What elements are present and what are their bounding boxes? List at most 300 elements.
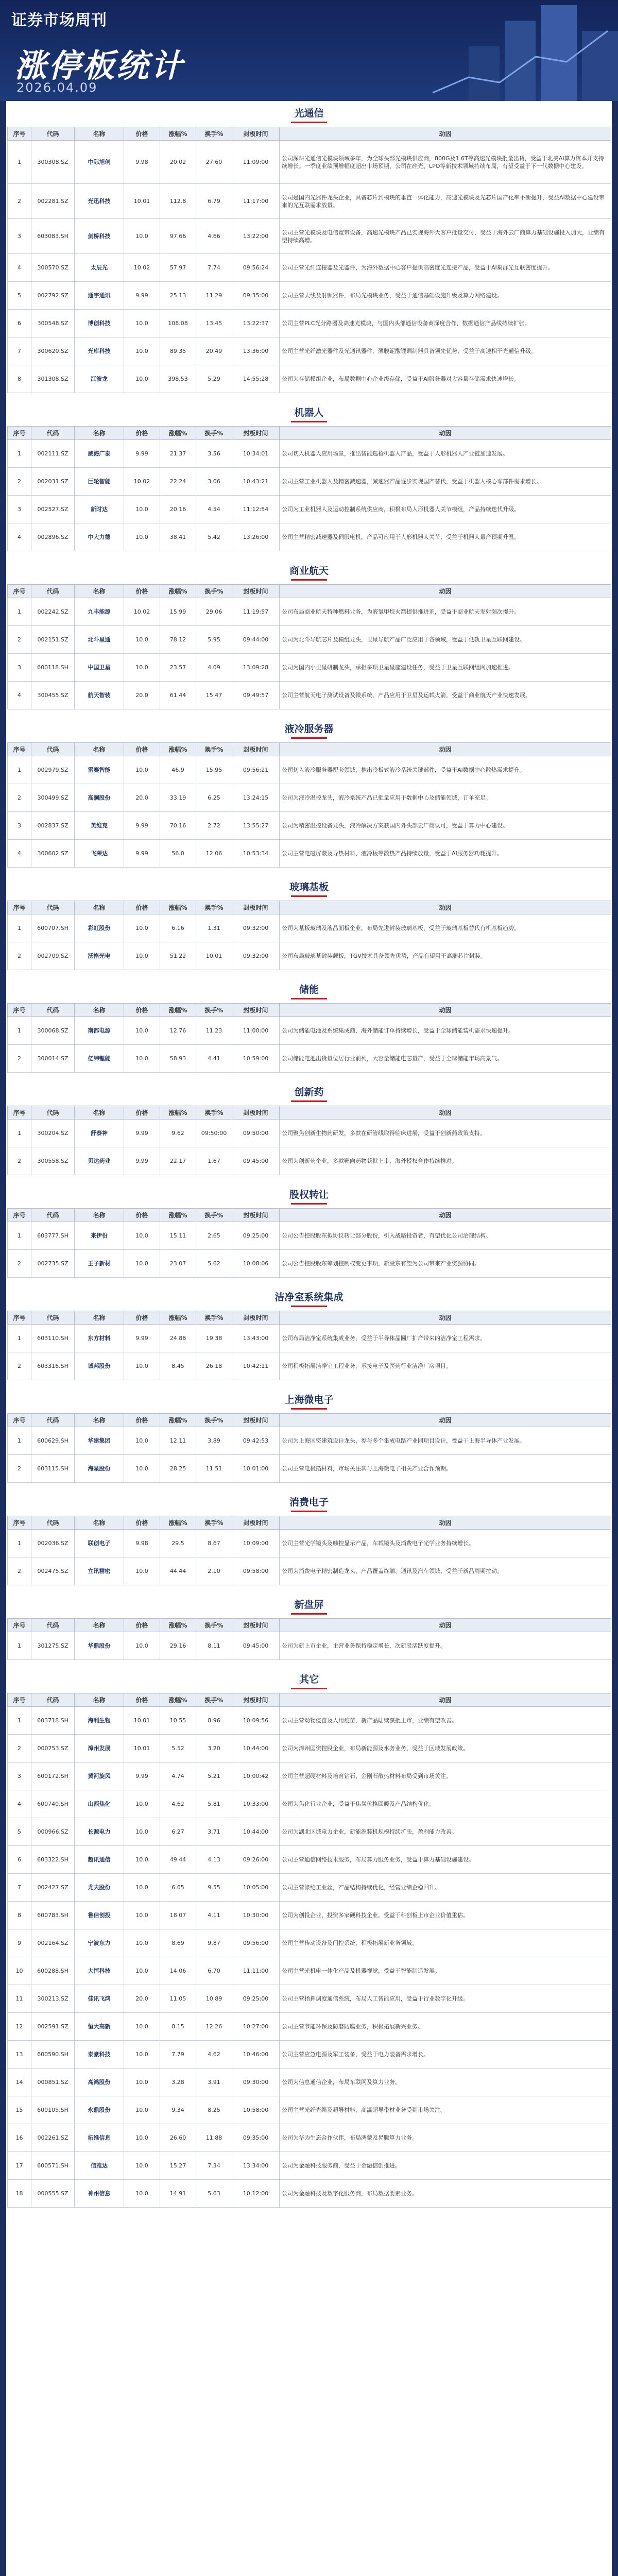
column-header: 代码 <box>31 1414 75 1427</box>
table-row <box>8 365 611 393</box>
stock-code: 300548.SZ <box>31 310 75 337</box>
stock-code: 600740.SH <box>31 1790 75 1818</box>
column-header: 动因 <box>280 1619 611 1632</box>
seal-time: 11:09:00 <box>232 141 280 184</box>
gain-pct: 38.41 <box>160 523 196 551</box>
row-index: 13 <box>8 2041 31 2069</box>
turnover-pct: 7.34 <box>196 2152 232 2180</box>
price: 9.99 <box>124 1325 160 1352</box>
seal-time: 10:53:34 <box>232 840 280 868</box>
reason-text: 公司主营精密减速器及伺服电机，产品可应用于人形机器人关节，受益于机器人量产预期升温。 <box>280 523 611 551</box>
stock-name: 大恒科技 <box>75 1957 124 1985</box>
stock-code: 300068.SZ <box>31 1017 75 1045</box>
turnover-pct: 9.55 <box>196 1874 232 1902</box>
table-header-row <box>8 1004 611 1017</box>
gain-pct: 49.44 <box>160 1846 196 1874</box>
turnover-pct: 12.06 <box>196 840 232 868</box>
column-header: 封板时间 <box>232 1209 280 1222</box>
turnover-pct: 12.26 <box>196 2013 232 2041</box>
row-index: 3 <box>8 496 31 523</box>
price: 10.02 <box>124 254 160 282</box>
table-row <box>8 337 611 365</box>
gain-pct: 33.19 <box>160 784 196 812</box>
gain-pct: 7.79 <box>160 2041 196 2069</box>
reason-text: 公司为创新药企业，多款靶向药物获批上市，海外授权合作持续推进。 <box>280 1147 611 1175</box>
price: 10.01 <box>124 1707 160 1735</box>
seal-time: 10:09:56 <box>232 1707 280 1735</box>
seal-time: 09:42:53 <box>232 1427 280 1455</box>
seal-time: 09:30:00 <box>232 2069 280 2096</box>
stock-code: 300213.SZ <box>31 1985 75 2013</box>
row-index: 2 <box>8 184 31 219</box>
sector-title: 储能 <box>6 977 612 1003</box>
column-header: 代码 <box>31 1693 75 1707</box>
reason-text: 公司为消费电子精密制造龙头，产品覆盖终端、通讯及汽车领域，受益于新品周期拉动。 <box>280 1557 611 1585</box>
column-header: 代码 <box>31 1619 75 1632</box>
stock-code: 002837.SZ <box>31 812 75 840</box>
stock-name: 雷赛智能 <box>75 756 124 784</box>
gain-pct: 10.55 <box>160 1707 196 1735</box>
row-index: 4 <box>8 840 31 868</box>
stock-name: 立讯精密 <box>75 1557 124 1585</box>
sector-title: 机器人 <box>6 400 612 426</box>
sector-title: 光通信 <box>6 101 612 127</box>
stock-code: 002475.SZ <box>31 1557 75 1585</box>
turnover-pct: 6.79 <box>196 184 232 219</box>
reason-text: 公司为金融科技及数字化服务商，布局数据要素业务。 <box>280 2180 611 2208</box>
column-header: 名称 <box>75 1516 124 1530</box>
seal-time: 13:26:00 <box>232 523 280 551</box>
column-header: 序号 <box>8 1106 31 1120</box>
stock-code: 000555.SZ <box>31 2180 75 2208</box>
reason-text: 公司主营超硬材料及培育钻石，金刚石散热材料布局受到市场关注。 <box>280 1762 611 1790</box>
seal-time: 14:55:28 <box>232 365 280 393</box>
gain-pct: 25.13 <box>160 282 196 310</box>
column-header: 封板时间 <box>232 585 280 598</box>
price: 10.0 <box>124 219 160 254</box>
column-header: 价格 <box>124 1209 160 1222</box>
stock-name: 南都电源 <box>75 1017 124 1045</box>
row-index: 2 <box>8 626 31 654</box>
row-index: 2 <box>8 1250 31 1278</box>
turnover-pct: 4.41 <box>196 1045 232 1073</box>
stock-code: 002427.SZ <box>31 1874 75 1902</box>
stock-name: 贝达药业 <box>75 1147 124 1175</box>
stock-name: 山西焦化 <box>75 1790 124 1818</box>
limit-up-table <box>7 742 611 868</box>
limit-up-table <box>7 1003 611 1073</box>
row-index: 2 <box>8 1455 31 1483</box>
gain-pct: 14.91 <box>160 2180 196 2208</box>
price: 20.0 <box>124 682 160 709</box>
reason-text: 公司主营涤纶工业丝，产品结构持续优化，经营业绩企稳回升。 <box>280 1874 611 1902</box>
column-header: 涨幅% <box>160 127 196 141</box>
stock-code: 000851.SZ <box>31 2069 75 2096</box>
reason-text: 公司为湖北区域电力企业，新能源装机规模持续扩张，盈利能力改善。 <box>280 1818 611 1846</box>
stock-name: 联创电子 <box>75 1530 124 1557</box>
gain-pct: 108.08 <box>160 310 196 337</box>
row-index: 1 <box>8 598 31 626</box>
gain-pct: 23.07 <box>160 1250 196 1278</box>
stock-name: 神州信息 <box>75 2180 124 2208</box>
sector-section <box>6 1182 612 1278</box>
gain-pct: 56.0 <box>160 840 196 868</box>
table-row <box>8 2041 611 2069</box>
seal-time: 09:56:00 <box>232 1929 280 1957</box>
reason-text: 公司切入液冷服务器配套领域，推出冷板式液冷系统关键部件，受益于AI数据中心散热需求提升。 <box>280 756 611 784</box>
gain-pct: 9.34 <box>160 2096 196 2124</box>
row-index: 2 <box>8 1557 31 1585</box>
price: 10.0 <box>124 1557 160 1585</box>
reason-text: 公司主营光模块及电信宽带设备，高速光模块产品已实现海外大客户批量交付，受益于海外云厂商算力基础设施投入加大，业绩有望持续高增。 <box>280 219 611 254</box>
stock-code: 603083.SH <box>31 219 75 254</box>
seal-time: 09:58:00 <box>232 1557 280 1585</box>
gain-pct: 398.53 <box>160 365 196 393</box>
limit-up-table <box>7 1413 611 1483</box>
sector-section <box>6 875 612 970</box>
stock-name: 海星股份 <box>75 1455 124 1483</box>
column-header: 名称 <box>75 1004 124 1017</box>
row-index: 2 <box>8 468 31 496</box>
gain-pct: 12.11 <box>160 1427 196 1455</box>
reason-text: 公司为国内小卫星研制龙头，承担多项卫星星座建设任务，受益于卫星互联网组网加速推进。 <box>280 654 611 682</box>
reason-text: 公司主营电磁屏蔽及导热材料，液冷板等散热产品持续放量，受益于AI服务器功耗提升。 <box>280 840 611 868</box>
turnover-pct: 8.96 <box>196 1707 232 1735</box>
row-index: 3 <box>8 654 31 682</box>
table-row <box>8 756 611 784</box>
column-header: 封板时间 <box>232 1693 280 1707</box>
row-index: 8 <box>8 365 31 393</box>
seal-time: 13:43:00 <box>232 1325 280 1352</box>
column-header: 序号 <box>8 585 31 598</box>
column-header: 代码 <box>31 1004 75 1017</box>
stock-code: 300558.SZ <box>31 1147 75 1175</box>
report-date: 2026.04.09 <box>16 80 98 95</box>
column-header: 名称 <box>75 1619 124 1632</box>
sector-title: 其它 <box>6 1667 612 1693</box>
reason-text: 公司为存储模组企业，布局数据中心企业级存储，受益于AI服务器对大容量存储需求快速增长。 <box>280 365 611 393</box>
row-index: 16 <box>8 2124 31 2152</box>
stock-name: 太辰光 <box>75 254 124 282</box>
seal-time: 10:30:00 <box>232 1902 280 1929</box>
limit-up-table <box>7 426 611 551</box>
row-index: 1 <box>8 914 31 942</box>
table-row <box>8 626 611 654</box>
turnover-pct: 2.10 <box>196 1557 232 1585</box>
gain-pct: 20.02 <box>160 141 196 184</box>
row-index: 1 <box>8 1325 31 1352</box>
reason-text: 公司为液冷温控龙头，液冷系统产品已批量应用于数据中心及储能领域，订单充足。 <box>280 784 611 812</box>
price: 10.0 <box>124 1846 160 1874</box>
turnover-pct: 4.09 <box>196 654 232 682</box>
reason-text: 公司主营天线及射频器件，布局光模块业务，受益于通信基础设施升级及算力网络建设。 <box>280 282 611 310</box>
column-header: 换手% <box>196 1516 232 1530</box>
table-row <box>8 2152 611 2180</box>
table-row <box>8 282 611 310</box>
reason-text: 公司为华为生态合作伙伴，布局鸿蒙及昇腾算力业务。 <box>280 2124 611 2152</box>
stock-code: 603718.SH <box>31 1707 75 1735</box>
stock-code: 002281.SZ <box>31 184 75 219</box>
table-row <box>8 1325 611 1352</box>
row-index: 1 <box>8 1222 31 1250</box>
price: 10.0 <box>124 1222 160 1250</box>
stock-code: 002735.SZ <box>31 1250 75 1278</box>
turnover-pct: 15.47 <box>196 682 232 709</box>
sector-title: 洁净室系统集成 <box>6 1285 612 1311</box>
column-header: 换手% <box>196 1693 232 1707</box>
column-header: 价格 <box>124 1004 160 1017</box>
reason-text: 公司是国内光器件龙头企业，具备芯片到模块的垂直一体化能力，高速光模块及光芯片国产化率不断提升，受益AI数据中心建设带来的光互联需求放量。 <box>280 184 611 219</box>
turnover-pct: 3.89 <box>196 1427 232 1455</box>
price: 10.0 <box>124 2041 160 2069</box>
limit-up-table <box>7 1208 611 1278</box>
column-header: 序号 <box>8 1414 31 1427</box>
seal-time: 13:36:00 <box>232 337 280 365</box>
turnover-pct: 3.71 <box>196 1818 232 1846</box>
column-header: 涨幅% <box>160 1209 196 1222</box>
seal-time: 10:33:00 <box>232 1790 280 1818</box>
row-index: 2 <box>8 1735 31 1762</box>
row-index: 4 <box>8 682 31 709</box>
stock-name: 宁波东力 <box>75 1929 124 1957</box>
price: 20.0 <box>124 784 160 812</box>
row-index: 1 <box>8 1120 31 1147</box>
stock-name: 北斗星通 <box>75 626 124 654</box>
stock-code: 300620.SZ <box>31 337 75 365</box>
price: 10.0 <box>124 1017 160 1045</box>
stock-code: 600571.SH <box>31 2152 75 2180</box>
reason-text: 公司主营动物疫苗及人用疫苗，新产品陆续获批上市，业绩有望改善。 <box>280 1707 611 1735</box>
stock-code: 300014.SZ <box>31 1045 75 1073</box>
seal-time: 10:05:00 <box>232 1874 280 1902</box>
gain-pct: 22.24 <box>160 468 196 496</box>
row-index: 2 <box>8 1045 31 1073</box>
gain-pct: 6.16 <box>160 914 196 942</box>
table-header-row <box>8 1311 611 1325</box>
reason-text: 公司深耕光通信光模块领域多年，为全球头部光模块供应商，800G及1.6T等高速光模块批量出货，受益于北美AI算力资本开支持续增长。一季度业绩预增幅度超出市场预期，公司在硅光、LPO等新技术领域持续布局，有望受益于下一代数据中心建设。 <box>280 141 611 184</box>
seal-time: 09:45:00 <box>232 1147 280 1175</box>
table-row <box>8 942 611 970</box>
row-index: 1 <box>8 440 31 468</box>
stock-code: 002896.SZ <box>31 523 75 551</box>
stock-name: 海利生物 <box>75 1707 124 1735</box>
turnover-pct: 11.51 <box>196 1455 232 1483</box>
column-header: 序号 <box>8 427 31 440</box>
price: 9.99 <box>124 282 160 310</box>
stock-code: 300455.SZ <box>31 682 75 709</box>
column-header: 动因 <box>280 1209 611 1222</box>
turnover-pct: 5.42 <box>196 523 232 551</box>
stock-name: 博创科技 <box>75 310 124 337</box>
seal-time: 11:00:00 <box>232 1017 280 1045</box>
stock-name: 江波龙 <box>75 365 124 393</box>
turnover-pct: 5.95 <box>196 626 232 654</box>
reason-text: 公司储能电池出货量位居行业前列，大容量储能电芯量产，受益于全球储能市场高景气。 <box>280 1045 611 1073</box>
table-row <box>8 184 611 219</box>
row-index: 10 <box>8 1957 31 1985</box>
column-header: 名称 <box>75 1106 124 1120</box>
stock-code: 002242.SZ <box>31 598 75 626</box>
turnover-pct: 1.31 <box>196 914 232 942</box>
sector-title: 消费电子 <box>6 1490 612 1516</box>
turnover-pct: 29.06 <box>196 598 232 626</box>
stock-name: 九丰能源 <box>75 598 124 626</box>
limit-up-table <box>7 1693 611 2208</box>
column-header: 动因 <box>280 1004 611 1017</box>
price: 10.0 <box>124 2069 160 2096</box>
column-header: 换手% <box>196 1209 232 1222</box>
column-header: 涨幅% <box>160 1516 196 1530</box>
table-row <box>8 2013 611 2041</box>
reason-text: 公司公告控股股东筹划控制权变更事项，新股东有望为公司带来产业资源协同。 <box>280 1250 611 1278</box>
turnover-pct: 11.23 <box>196 1017 232 1045</box>
table-header-row <box>8 1693 611 1707</box>
column-header: 名称 <box>75 1693 124 1707</box>
table-row <box>8 496 611 523</box>
turnover-pct: 9.87 <box>196 1929 232 1957</box>
gain-pct: 97.66 <box>160 219 196 254</box>
column-header: 名称 <box>75 427 124 440</box>
column-header: 价格 <box>124 743 160 756</box>
gain-pct: 4.62 <box>160 1790 196 1818</box>
seal-time: 10:01:00 <box>232 1455 280 1483</box>
reason-text: 公司积极拓展洁净室工程业务，承接电子及医药行业洁净厂房项目。 <box>280 1352 611 1380</box>
column-header: 动因 <box>280 1414 611 1427</box>
turnover-pct: 3.20 <box>196 1735 232 1762</box>
reason-text: 公司主营航天电子测试设备及微系统，产品应用于卫星及运载火箭，受益于商业航天产业快速发展。 <box>280 682 611 709</box>
sector-section <box>6 1285 612 1380</box>
turnover-pct: 4.11 <box>196 1902 232 1929</box>
price: 9.98 <box>124 141 160 184</box>
column-header: 涨幅% <box>160 1311 196 1325</box>
seal-time: 13:24:15 <box>232 784 280 812</box>
stock-name: 佳讯飞鸿 <box>75 1985 124 2013</box>
table-row <box>8 654 611 682</box>
price: 10.0 <box>124 1929 160 1957</box>
turnover-pct: 3.91 <box>196 2069 232 2096</box>
table-row <box>8 1017 611 1045</box>
reason-text: 公司为储能电池及系统集成商，海外储能订单持续增长，受益于全球储能装机需求快速提升。 <box>280 1017 611 1045</box>
column-header: 价格 <box>124 1619 160 1632</box>
column-header: 动因 <box>280 901 611 914</box>
row-index: 2 <box>8 1147 31 1175</box>
turnover-pct: 5.63 <box>196 2180 232 2208</box>
column-header: 封板时间 <box>232 1414 280 1427</box>
seal-time: 10:44:00 <box>232 1735 280 1762</box>
price: 10.0 <box>124 2124 160 2152</box>
table-row <box>8 2096 611 2124</box>
stock-name: 中际旭创 <box>75 141 124 184</box>
price: 9.99 <box>124 812 160 840</box>
reason-text: 公司主营电极箔材料，市场关注其与上海微电子相关产业合作预期。 <box>280 1455 611 1483</box>
sector-section <box>6 717 612 868</box>
table-row <box>8 1632 611 1660</box>
column-header: 封板时间 <box>232 743 280 756</box>
stock-code: 600288.SH <box>31 1957 75 1985</box>
reason-text: 公司为焦化行业企业，受益于焦炭价格回暖及产品结构优化。 <box>280 1790 611 1818</box>
price: 10.0 <box>124 942 160 970</box>
sector-section <box>6 1080 612 1175</box>
column-header: 序号 <box>8 743 31 756</box>
row-index: 14 <box>8 2069 31 2096</box>
limit-up-table <box>7 127 611 393</box>
table-header-row <box>8 127 611 141</box>
price: 10.0 <box>124 365 160 393</box>
stock-code: 600118.SH <box>31 654 75 682</box>
table-header-row <box>8 1414 611 1427</box>
table-header-row <box>8 743 611 756</box>
turnover-pct: 15.95 <box>196 756 232 784</box>
turnover-pct: 5.29 <box>196 365 232 393</box>
stock-name: 信雅达 <box>75 2152 124 2180</box>
limit-up-table <box>7 1516 611 1585</box>
row-index: 12 <box>8 2013 31 2041</box>
column-header: 换手% <box>196 585 232 598</box>
gain-pct: 8.45 <box>160 1352 196 1380</box>
turnover-pct: 09:50:00 <box>196 1120 232 1147</box>
stock-name: 中大力德 <box>75 523 124 551</box>
reason-text: 公司布局商业航天特种燃料业务，为液氧甲烷火箭提供推进剂，受益于商业航天发射频次提升。 <box>280 598 611 626</box>
row-index: 1 <box>8 1530 31 1557</box>
limit-up-table <box>7 1106 611 1175</box>
stock-code: 002036.SZ <box>31 1530 75 1557</box>
price: 10.0 <box>124 523 160 551</box>
stock-code: 000753.SZ <box>31 1735 75 1762</box>
reason-text: 公司公告控股股东拟协议转让部分股份，引入战略投资者，有望优化公司治理结构。 <box>280 1222 611 1250</box>
stock-name: 剑桥科技 <box>75 219 124 254</box>
reason-text: 公司主营节能环保及防磨防腐业务，积极拓展新兴业务。 <box>280 2013 611 2041</box>
seal-time: 09:35:00 <box>232 2124 280 2152</box>
brand-name: 证券市场周刊 <box>11 11 107 29</box>
column-header: 封板时间 <box>232 901 280 914</box>
column-header: 序号 <box>8 1004 31 1017</box>
price: 10.0 <box>124 626 160 654</box>
price: 20.0 <box>124 1985 160 2013</box>
price: 10.0 <box>124 2180 160 2208</box>
price: 10.0 <box>124 1352 160 1380</box>
seal-time: 10:59:00 <box>232 1045 280 1073</box>
stock-code: 600783.SH <box>31 1902 75 1929</box>
turnover-pct: 6.25 <box>196 784 232 812</box>
seal-time: 09:44:00 <box>232 626 280 654</box>
column-header: 代码 <box>31 1311 75 1325</box>
gain-pct: 21.37 <box>160 440 196 468</box>
gain-pct: 14.06 <box>160 1957 196 1985</box>
table-row <box>8 1735 611 1762</box>
seal-time: 10:42:11 <box>232 1352 280 1380</box>
stock-name: 诚邦股份 <box>75 1352 124 1380</box>
gain-pct: 26.60 <box>160 2124 196 2152</box>
table-row <box>8 812 611 840</box>
sector-section <box>6 400 612 551</box>
seal-time: 10:34:01 <box>232 440 280 468</box>
price: 9.98 <box>124 1530 160 1557</box>
turnover-pct: 4.62 <box>196 2041 232 2069</box>
seal-time: 09:25:00 <box>232 1985 280 2013</box>
turnover-pct: 1.67 <box>196 1147 232 1175</box>
reason-text: 公司主营应急电源及军工装备，受益于电力装备需求增长。 <box>280 2041 611 2069</box>
column-header: 封板时间 <box>232 1106 280 1120</box>
gain-pct: 5.52 <box>160 1735 196 1762</box>
row-index: 4 <box>8 254 31 282</box>
reason-text: 公司为精密温控设备龙头，液冷解决方案获国内外头部云厂商认可，受益于算力中心建设。 <box>280 812 611 840</box>
price: 10.0 <box>124 2013 160 2041</box>
stock-name: 英维克 <box>75 812 124 840</box>
gain-pct: 9.62 <box>160 1120 196 1147</box>
reason-text: 公司聚焦创新生物药研发，多款在研管线取得临床进展，受益于创新药政策支持。 <box>280 1120 611 1147</box>
reason-text: 公司主营指挥调度通信系统，布局人工智能应用，受益于行业数字化升级。 <box>280 1985 611 2013</box>
column-header: 序号 <box>8 127 31 141</box>
